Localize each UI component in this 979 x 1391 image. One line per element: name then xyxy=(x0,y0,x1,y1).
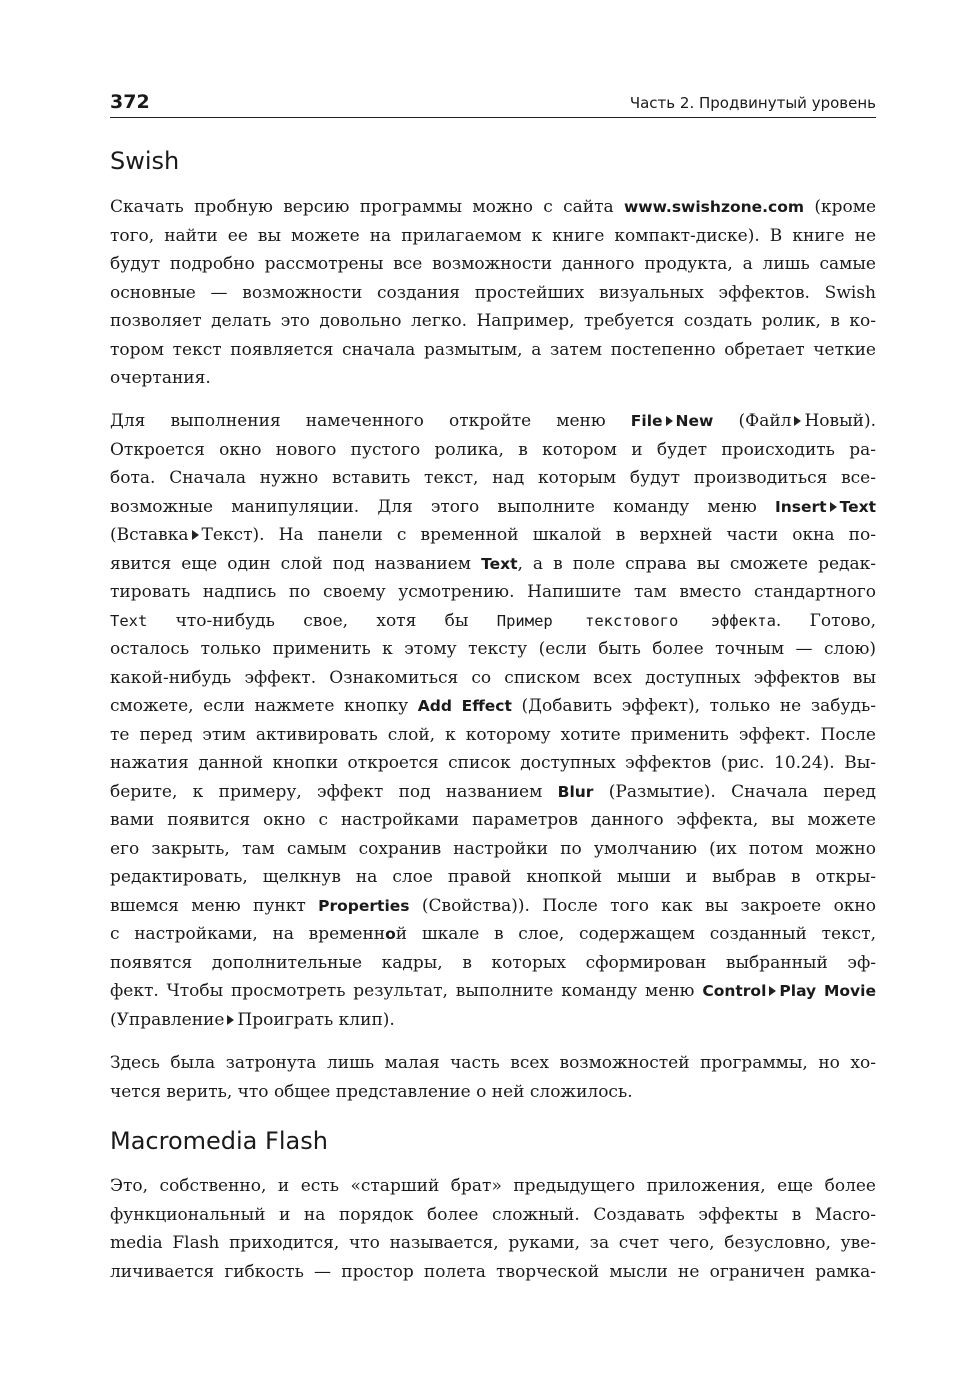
text-run: осталось только применить к этому тексту (если быть более точным — слою) xyxy=(110,639,876,659)
text-line xyxy=(110,436,876,465)
bold-term: о xyxy=(385,925,396,943)
text-run: тировать надпись по своему усмотрению. Напишите там вместо стандартного xyxy=(110,582,876,602)
text-line xyxy=(110,1201,876,1230)
text-run: вшемся меню пункт xyxy=(110,895,319,916)
text-run: функциональный и на порядок более сложный. Создавать эффекты в Macro- xyxy=(110,1204,876,1225)
text-run: (Добавить эффект), только не забудь- xyxy=(511,696,876,716)
text-line xyxy=(110,835,876,864)
text-run: (Размытие). Сначала перед xyxy=(593,781,876,802)
paragraph-swish-intro xyxy=(110,193,876,393)
text-line xyxy=(110,607,876,636)
text-run: й шкале в слое, содержащем созданный текст, xyxy=(395,924,876,944)
text-run: чется верить, что общее представление о ней сложилось. xyxy=(110,1081,633,1102)
text-line xyxy=(110,521,876,550)
text-run: Новый). xyxy=(804,411,876,431)
text-line xyxy=(110,949,876,978)
text-line xyxy=(110,578,876,607)
text-run: основные — возможности создания простейших визуальных эффектов. Swish xyxy=(110,282,876,303)
text-run: тором текст появляется сначала размытым, а затем постепенно обретает четкие xyxy=(110,339,876,360)
text-run: сможете, если нажмете кнопку xyxy=(110,696,418,716)
text-line xyxy=(110,977,876,1006)
text-line xyxy=(110,920,876,949)
text-line xyxy=(110,664,876,693)
text-run: (Управление xyxy=(110,1009,225,1030)
text-line xyxy=(110,892,876,921)
text-run: будут подробно рассмотрены все возможности данного продукта, а лишь самые xyxy=(110,254,876,274)
bold-term: Play Movie xyxy=(779,982,876,1000)
section-heading-macromedia-flash: Macromedia Flash xyxy=(110,1127,328,1155)
text-run: (Вставка xyxy=(110,525,189,545)
running-head: Часть 2. Продвинутый уровень xyxy=(629,94,876,112)
text-line xyxy=(110,692,876,721)
text-line xyxy=(110,279,876,308)
text-run: того, найти ее вы можете на прилагаемом к книге компакт-диске). В книге не xyxy=(110,225,876,246)
text-line xyxy=(110,721,876,750)
text-run: , а в поле справа вы сможете редак- xyxy=(517,553,876,574)
text-line xyxy=(110,806,876,835)
menu-arrow-icon xyxy=(830,502,837,512)
text-run: . Готово, xyxy=(775,610,876,631)
text-run: какой-нибудь эффект. Ознакомиться со списком всех доступных эффектов вы xyxy=(110,667,876,688)
code-text: Пример текстового эффекта xyxy=(496,611,776,630)
text-line xyxy=(110,863,876,892)
text-line xyxy=(110,336,876,365)
text-run: Текст). На панели с временной шкалой в верхней части окна по- xyxy=(201,525,876,545)
menu-arrow-icon xyxy=(794,416,801,426)
text-run: (кроме xyxy=(804,197,876,217)
text-line xyxy=(110,1229,876,1258)
text-run: его закрыть, там самым сохранив настройки по умолчанию (их потом можно xyxy=(110,838,876,859)
text-run: media Flash приходится, что называется, руками, за счет чего, безусловно, уве- xyxy=(110,1233,876,1253)
text-run: бота. Сначала нужно вставить текст, над которым будут производиться все- xyxy=(110,468,876,488)
text-run: очертания. xyxy=(110,368,211,388)
bold-term: Control xyxy=(702,982,767,1000)
text-line xyxy=(110,1258,876,1287)
text-line xyxy=(110,1049,876,1078)
text-run: Откроется окно нового пустого ролика, в котором и будет происходить ра- xyxy=(110,439,876,460)
text-line xyxy=(110,1172,876,1201)
text-run: нажатия данной кнопки откроется список доступных эффектов (рис. 10.24). Вы- xyxy=(110,753,876,773)
paragraph-swish-instructions xyxy=(110,407,876,1034)
bold-term: Blur xyxy=(557,782,594,801)
text-line xyxy=(110,550,876,579)
code-text: Text xyxy=(110,611,148,630)
text-run: позволяет делать это довольно легко. Например, требуется создать ролик, в ко- xyxy=(110,311,876,331)
text-run: возможные манипуляции. Для этого выполните команду меню xyxy=(110,496,775,517)
text-run: те перед этим активировать слой, к которому хотите применить эффект. После xyxy=(110,724,876,745)
text-run: что-нибудь свое, хотя бы xyxy=(147,610,497,631)
text-line xyxy=(110,193,876,222)
text-run: (Свойства)). После того как вы закроете окно xyxy=(409,895,876,916)
text-run: с настройками, на временн xyxy=(110,924,386,944)
text-run: (Файл xyxy=(713,411,792,431)
page-header xyxy=(110,90,876,118)
text-run: Это, собственно, и есть «старший брат» предыдущего приложения, еще более xyxy=(110,1176,876,1196)
text-run: вами появится окно с настройками параметров данного эффекта, вы можете xyxy=(110,810,876,830)
text-line xyxy=(110,364,876,393)
bold-term: Properties xyxy=(318,896,410,915)
paragraph-flash-intro xyxy=(110,1172,876,1286)
section-heading-swish: Swish xyxy=(110,147,180,175)
text-run: берите, к примеру, эффект под названием xyxy=(110,781,558,802)
text-line xyxy=(110,222,876,251)
menu-arrow-icon xyxy=(227,1015,234,1025)
text-run: Скачать пробную версию программы можно с сайта xyxy=(110,197,624,217)
bold-term: Text xyxy=(839,497,876,516)
text-line xyxy=(110,464,876,493)
text-line xyxy=(110,407,876,436)
text-line xyxy=(110,307,876,336)
text-line xyxy=(110,778,876,807)
text-line xyxy=(110,1006,876,1035)
bold-term: Add Effect xyxy=(417,697,512,715)
text-line xyxy=(110,493,876,522)
menu-arrow-icon xyxy=(666,416,673,426)
menu-arrow-icon xyxy=(192,530,199,540)
paragraph-swish-summary xyxy=(110,1049,876,1106)
text-run: редактировать, щелкнув на слое правой кнопкой мыши и выбрав в откры- xyxy=(110,867,876,887)
menu-arrow-icon xyxy=(769,986,776,996)
bold-term: www.swishzone.com xyxy=(623,198,805,216)
text-run: Здесь была затронута лишь малая часть всех возможностей программы, но хо- xyxy=(110,1053,876,1073)
text-line xyxy=(110,1078,876,1107)
bold-term: Insert xyxy=(774,497,827,516)
text-run: явится еще один слой под названием xyxy=(110,553,482,574)
bold-term: File xyxy=(630,412,663,430)
text-run: появятся дополнительные кадры, в которых сформирован выбранный эф- xyxy=(110,952,876,973)
text-run: личивается гибкость — простор полета творческой мысли не ограничен рамка- xyxy=(110,1261,876,1282)
text-run: Для выполнения намеченного откройте меню xyxy=(110,411,631,431)
bold-term: New xyxy=(675,412,714,430)
text-run: фект. Чтобы просмотреть результат, выполните команду меню xyxy=(110,981,703,1001)
text-line xyxy=(110,749,876,778)
page-number: 372 xyxy=(110,91,150,113)
text-run: Проиграть клип). xyxy=(237,1009,395,1030)
bold-term: Text xyxy=(481,554,518,573)
text-line xyxy=(110,635,876,664)
text-line xyxy=(110,250,876,279)
